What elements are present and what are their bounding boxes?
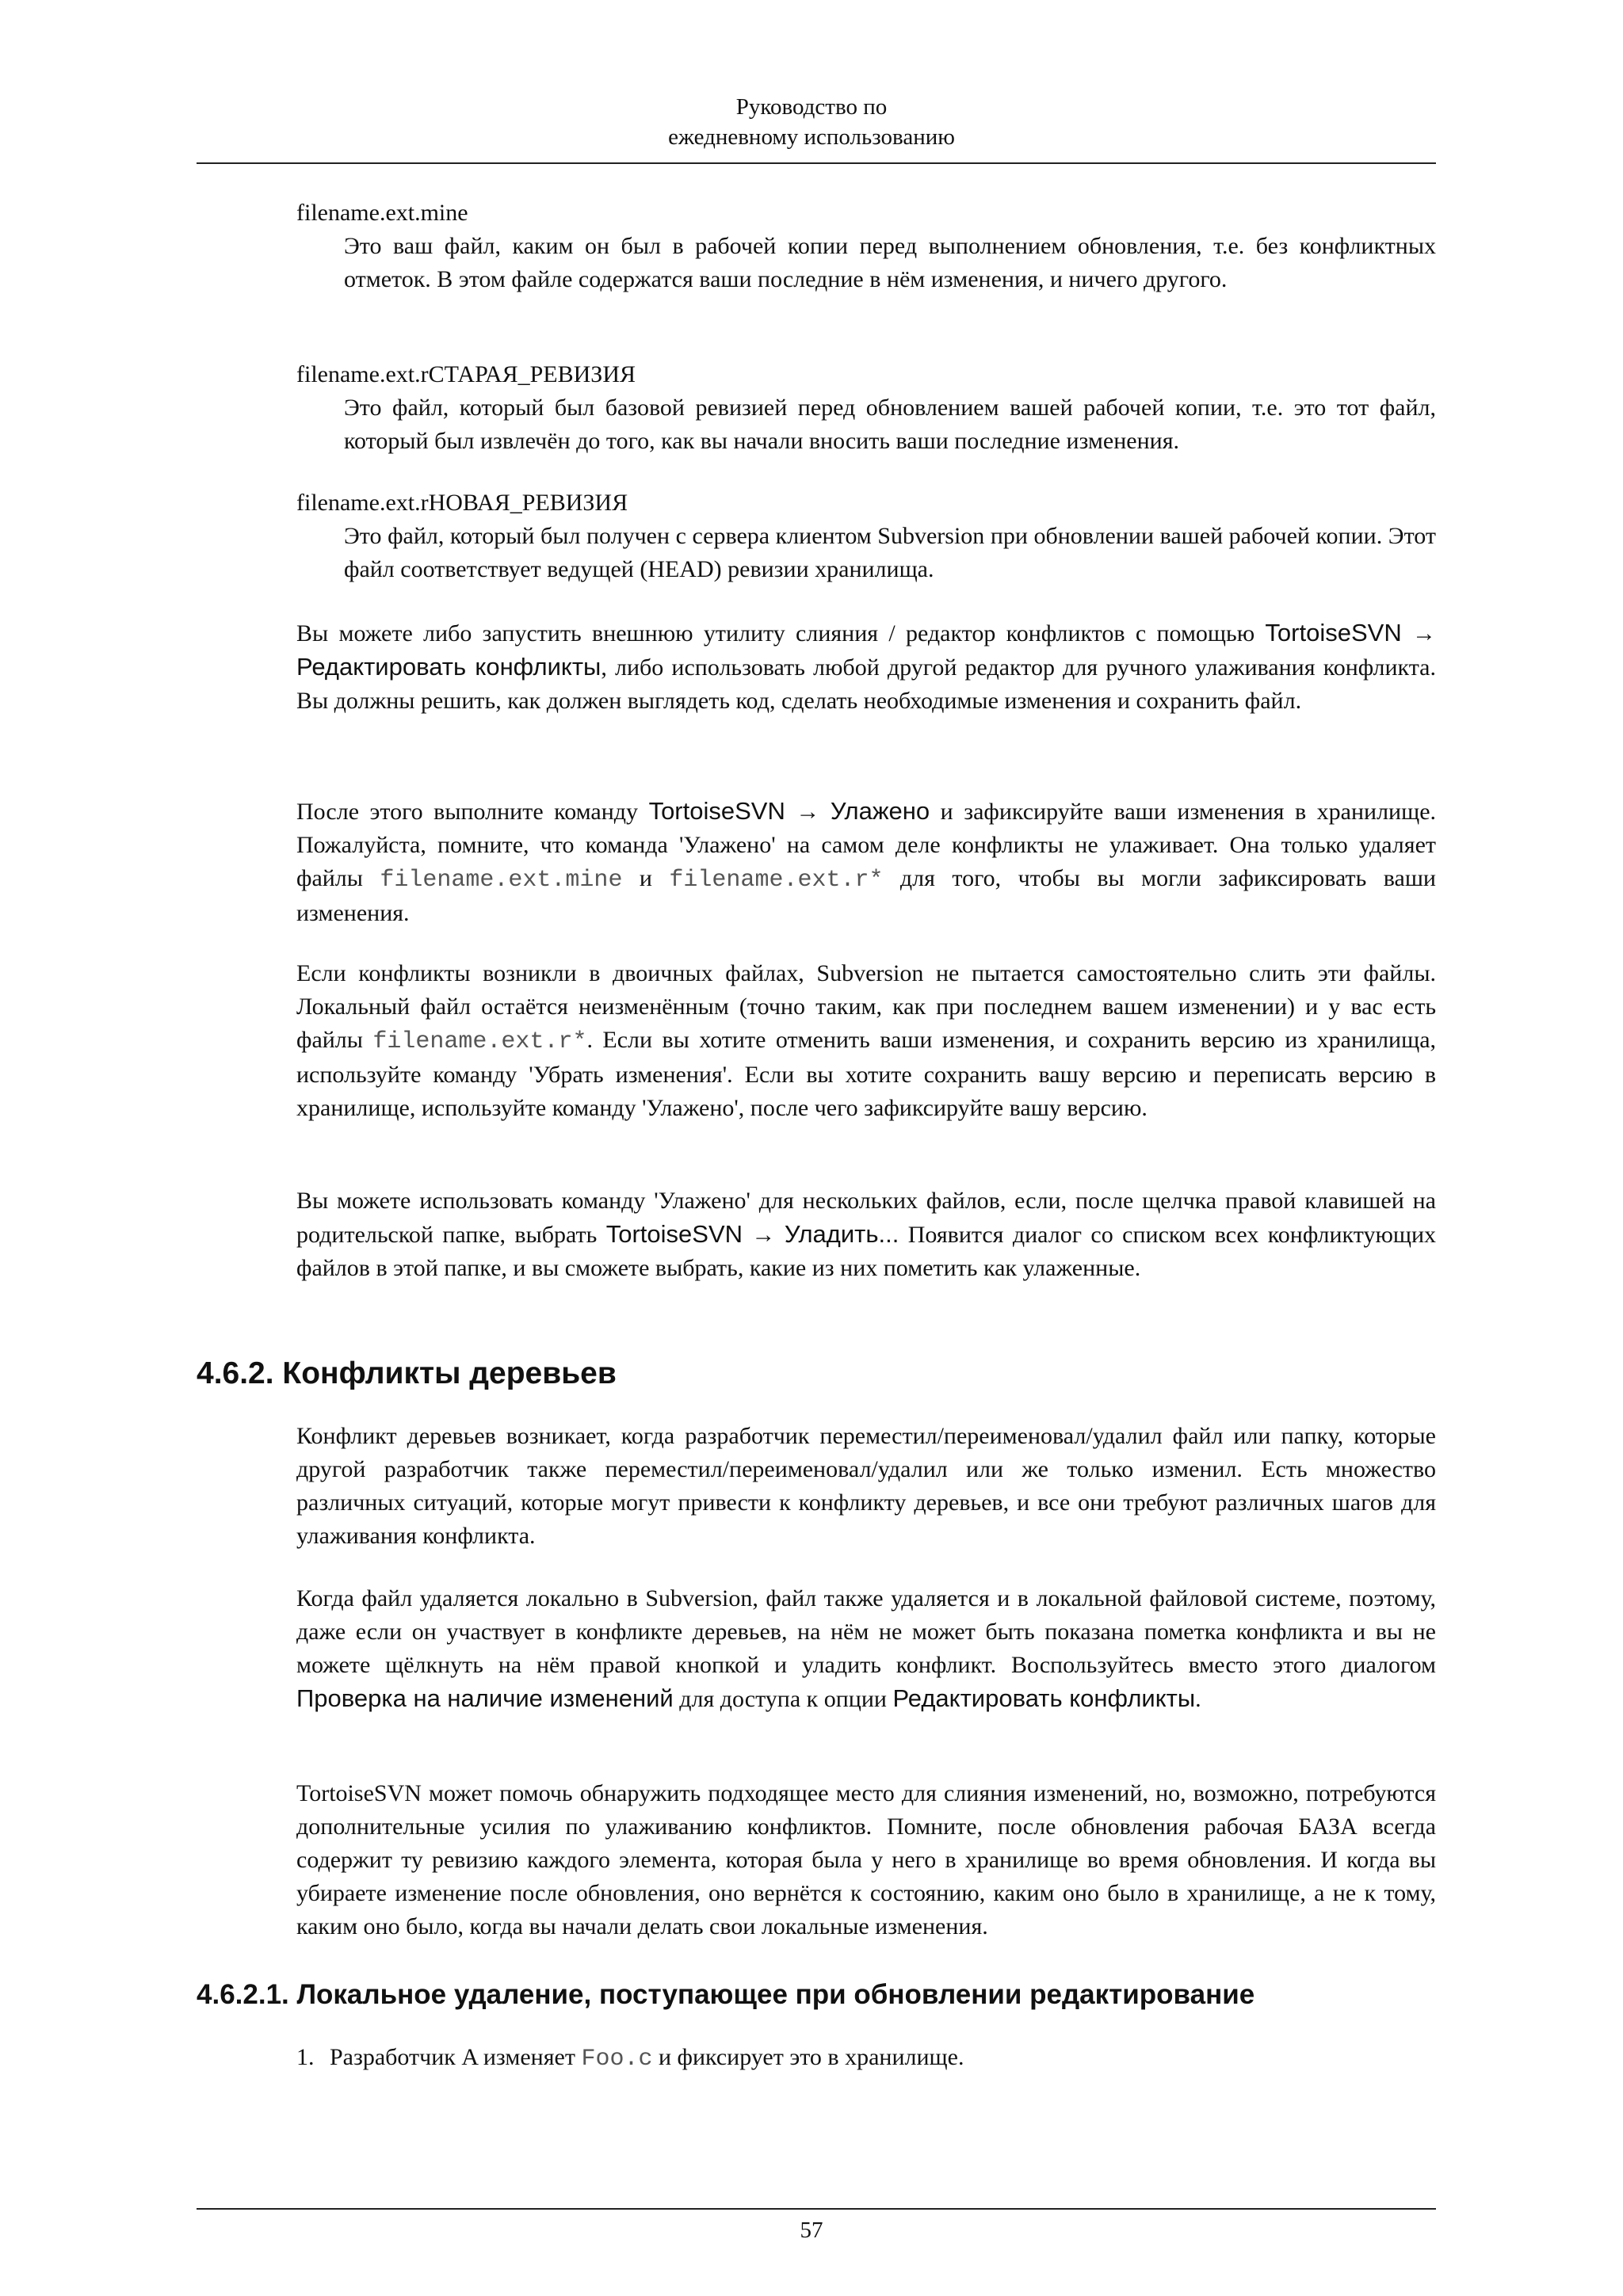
code-filename-mine: filename.ext.mine: [380, 867, 623, 894]
paragraph-binary-conflicts: [296, 957, 1436, 1125]
menu-resolve: Уладить...: [784, 1220, 899, 1248]
list-number: 1.: [296, 2044, 315, 2070]
dialog-check-for-modifications: Проверка на наличие изменений: [296, 1684, 674, 1712]
text-run: Появится диалог со списком всех конфликтующих файлов в этой папке, и вы сможете выбрать, какие из них пометить как улаженные.: [296, 1222, 1437, 1281]
text-run: . Если вы хотите отменить ваши изменения, и сохранить версию из хранилища, используйте команду 'Убрать изменения'. Если вы хотите сохранить вашу версию и переписать версию в хранилище, используйте команду 'Улажено', после чего зафиксируйте вашу версию.: [296, 1027, 1437, 1121]
header-line-1: Руководство по: [735, 94, 888, 120]
list-item: [296, 2041, 1436, 2076]
text-run: .: [1195, 1686, 1201, 1712]
paragraph-base-revision: TortoiseSVN может помочь обнаружить подходящее место для слияния изменений, но, возможно, потребуются дополнительные усилия по улаживанию конфликтов. Помните, после обновления рабочая БАЗА всегда содержит ту ревизию каждого элемента, которая была у него в хранилище во время обновления. И когда вы убираете изменение после обновления, оно вернётся к состоянию, каким оно было в хранилище, а не к тому, каким оно было, когда вы начали делать свои локальные изменения.: [296, 1780, 1436, 1939]
text-run: и: [622, 865, 670, 891]
header-rule: [197, 162, 1436, 164]
running-header: [0, 92, 1623, 152]
menu-tortoisesvn: TortoiseSVN: [1265, 619, 1402, 646]
definition-text-new-revision: Это файл, который был получен с сервера клиентом Subversion при обновлении вашей рабочей копии. Этот файл соответствует ведущей (HEAD) ревизии хранилища.: [344, 523, 1436, 582]
definition-term-new-revision: filename.ext.rНОВАЯ_РЕВИЗИЯ: [296, 490, 628, 516]
text-run: Если конфликты возникли в двоичных файлах, Subversion не пытается самостоятельно слить эти файлы. Локальный файл остаётся неизменённым (точно таким, как при последнем вашем изменении) и у вас есть файлы: [296, 960, 1436, 1053]
paragraph-tree-conflict-intro: Конфликт деревьев возникает, когда разработчик переместил/переименовал/удалил файл или папку, которые другой разработчик также переместил/переименовал/удалил или же только изменил. Есть множество различных ситуаций, которые могут привести к конфликту деревьев, и все они требуют различных шагов для улаживания конфликта.: [296, 1423, 1436, 1549]
paragraph-local-delete: [296, 1582, 1436, 1716]
menu-tortoisesvn: TortoiseSVN: [605, 1220, 743, 1248]
menu-tortoisesvn: TortoiseSVN: [648, 797, 785, 825]
definition-text-old-revision: Это файл, который был базовой ревизией перед обновлением вашей рабочей копии, т.е. это тот файл, который был извлечён до того, как вы начали вносить ваши последние изменения.: [344, 395, 1436, 454]
header-line-2: ежедневному использованию: [668, 124, 955, 150]
definition-text-mine: Это ваш файл, каким он был в рабочей копии перед выполнением обновления, т.е. без конфликтных отметок. В этом файле содержатся ваши последние в нём изменения, и ничего другого.: [344, 233, 1436, 292]
text-run: Когда файл удаляется локально в Subversion, файл также удаляется и в локальной файловой системе, поэтому, даже если он участвует в конфликте деревьев, на нём не может быть показана пометка конфликта и вы не можете щёлкнуть на нём правой кнопкой и уладить конфликт. Воспользуйтесь вместо этого диалогом: [296, 1585, 1436, 1678]
text-run: Вы можете либо запустить внешнюю утилиту слияния / редактор конфликтов с помощью: [296, 620, 1266, 646]
menu-arrow: →: [785, 799, 831, 825]
definition-term-old-revision: filename.ext.rСТАРАЯ_РЕВИЗИЯ: [296, 361, 636, 387]
code-filename-r: filename.ext.r*: [372, 1028, 587, 1055]
paragraph-multiple-resolve: [296, 1184, 1436, 1285]
code-filename-r: filename.ext.r*: [669, 867, 884, 894]
menu-edit-conflicts: Редактировать конфликты: [296, 653, 601, 681]
section-heading-tree-conflicts: 4.6.2. Конфликты деревьев: [197, 1356, 617, 1390]
subsection-heading-local-delete: 4.6.2.1. Локальное удаление, поступающее при обновлении редактирование: [197, 1979, 1255, 2010]
text-run: Вы можете использовать команду 'Улажено' для нескольких файлов, если, после щелчка правой клавишей на родительской папке, выбрать: [296, 1188, 1436, 1248]
option-edit-conflicts: Редактировать конфликты: [892, 1684, 1196, 1712]
text-run: для того, чтобы вы могли зафиксировать ваши изменения.: [296, 865, 1436, 926]
code-foo-c: Foo.c: [581, 2046, 653, 2073]
menu-arrow: →: [1401, 620, 1437, 646]
text-run: для доступа к опции: [673, 1686, 893, 1712]
text-run: , либо использовать любой другой редактор для ручного улаживания конфликта. Вы должны решить, как должен выглядеть код, сделать необходимые изменения и сохранить файл.: [296, 654, 1436, 714]
footer-rule: [197, 2208, 1436, 2210]
page-number: 57: [800, 2218, 823, 2243]
text-run: и зафиксируйте ваши изменения в хранилище. Пожалуйста, помните, что команда 'Улажено' на самом деле конфликты не улаживает. Она только удаляет файлы: [296, 799, 1437, 891]
menu-resolved: Улажено: [830, 797, 930, 825]
paragraph-resolved: [296, 795, 1436, 930]
menu-arrow: →: [743, 1222, 785, 1248]
text-run: После этого выполните команду: [296, 799, 649, 825]
text-run: Разработчик A изменяет: [330, 2044, 582, 2070]
text-run: и фиксирует это в хранилище.: [652, 2044, 964, 2070]
paragraph-edit-conflicts: [296, 616, 1436, 718]
definition-term-mine: filename.ext.mine: [296, 200, 468, 226]
